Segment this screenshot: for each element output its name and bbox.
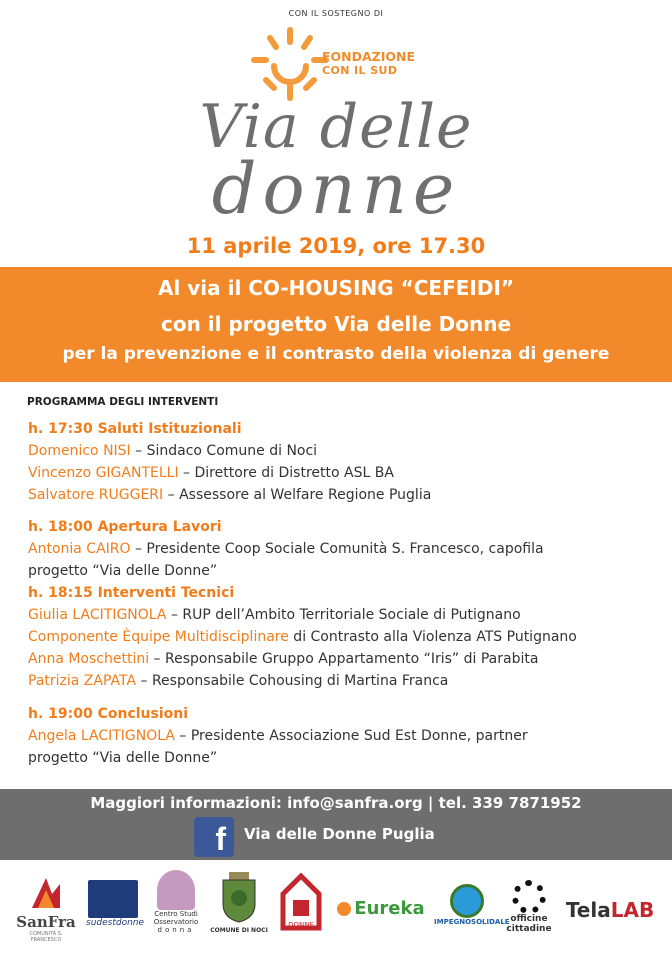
speaker-role: – Responsabile Gruppo Appartamento “Iris” di Parabita: [149, 651, 539, 667]
eureka-name: Eureka: [354, 898, 425, 919]
speaker-role: – Assessore al Welfare Regione Puglia: [163, 487, 432, 503]
eureka-sun-icon: [337, 902, 351, 916]
speaker-role: di Contrasto alla Violenza ATS Putignano: [288, 629, 577, 645]
sudestdonne-wave-icon: [88, 880, 138, 918]
speaker-name: Anna Moschettini: [28, 651, 150, 667]
officine-line2: cittadine: [506, 924, 552, 934]
logo-sanfra: [14, 874, 78, 943]
logo-eureka: [334, 898, 428, 919]
speaker-row: [28, 484, 431, 506]
centro-line1: Centro Studi: [154, 910, 198, 918]
impegno-globe-icon: [450, 884, 484, 918]
speaker-role: – Direttore di Distretto ASL BA: [178, 465, 394, 481]
speaker-role: – RUP dell’Ambito Territoriale Sociale di Putignano: [166, 607, 521, 623]
logo-centro-studi: [150, 870, 202, 934]
speaker-name: Angela LACITIGNOLA: [28, 728, 175, 744]
speaker-row-cont: progetto “Via delle Donne”: [28, 563, 218, 579]
speaker-role: – Responsabile Cohousing di Martina Franca: [136, 673, 449, 689]
logo-impegno-solidale: [434, 884, 510, 926]
speaker-row: [28, 462, 431, 484]
section-head: h. 18:15 Interventi Tecnici: [28, 585, 235, 601]
centro-studi-figure-icon: [157, 870, 195, 910]
speaker-name: Vincenzo GIGANTELLI: [28, 465, 179, 481]
sanfra-name: SanFra: [16, 913, 76, 931]
program-title: PROGRAMMA DEGLI INTERVENTI: [27, 396, 219, 408]
band-line2: con il progetto Via delle Donne: [160, 312, 512, 336]
telalab-name-1: Tela: [565, 898, 611, 922]
facebook-page-link[interactable]: Via delle Donne Puglia: [244, 825, 435, 843]
band-line1: Al via il CO-HOUSING “CEFEIDI”: [157, 276, 515, 300]
centro-line3: donna: [157, 926, 195, 934]
title-line2: donne: [211, 148, 461, 230]
centro-line2: Osservatorio: [153, 918, 199, 926]
speaker-row-cont: progetto “Via delle Donne”: [28, 750, 218, 766]
section-apertura: [28, 516, 544, 582]
fondazione-name: [322, 50, 415, 78]
section-head: h. 17:30 Saluti Istituzionali: [28, 421, 242, 437]
speaker-row: [28, 670, 577, 692]
section-conclusioni: [28, 703, 528, 769]
logo-officine-cittadine: [504, 880, 554, 934]
casa-donne-name: DONNE: [288, 921, 314, 929]
speaker-role: – Presidente Associazione Sud Est Donne, partner: [174, 728, 528, 744]
impegno-name: IMPEGNOSOLIDALE: [434, 918, 510, 926]
speaker-name: Componente Èquipe Multidisciplinare: [28, 629, 289, 645]
section-interventi: [28, 582, 577, 692]
logo-casa-donne: [276, 870, 326, 929]
speaker-name: Patrizia ZAPATA: [28, 673, 137, 689]
logo-sudestdonne: [86, 880, 145, 928]
sponsor-label: CON IL SOSTEGNO DI: [288, 9, 384, 18]
speaker-row: [28, 440, 431, 462]
event-date: 11 aprile 2019, ore 17.30: [186, 234, 486, 258]
noci-name: COMUNE DI NOCI: [210, 927, 268, 934]
sanfra-sub: COMUNITÀ S. FRANCESCO: [29, 931, 63, 943]
officine-line1: officine: [510, 914, 548, 924]
fondazione-line2: CON IL SUD: [322, 64, 398, 77]
speaker-name: Giulia LACITIGNOLA: [28, 607, 167, 623]
speaker-name: Antonia CAIRO: [28, 541, 131, 557]
speaker-name: Domenico NISI: [28, 443, 131, 459]
section-head: h. 19:00 Conclusioni: [28, 706, 189, 722]
speaker-role: – Sindaco Comune di Noci: [130, 443, 318, 459]
speaker-row: [28, 725, 528, 747]
logo-telalab: [562, 898, 658, 922]
band-line3: per la prevenzione e il contrasto della violenza di genere: [62, 344, 610, 364]
officine-gear-icon: [512, 880, 546, 914]
headline-band: [0, 267, 672, 382]
speaker-row: [28, 648, 577, 670]
title-line1: Via delle: [199, 92, 473, 162]
facebook-icon[interactable]: f: [194, 817, 234, 857]
contact-info: Maggiori informazioni: info@sanfra.org | tel. 339 7871952: [90, 794, 582, 812]
fondazione-line1: FONDAZIONE: [322, 49, 416, 64]
speaker-row: [28, 604, 577, 626]
section-saluti: [28, 418, 431, 506]
noci-crest-icon: [219, 870, 259, 924]
section-head: h. 18:00 Apertura Lavori: [28, 519, 222, 535]
partner-logos: [0, 868, 672, 960]
speaker-row: [28, 538, 544, 560]
info-bar: [0, 789, 672, 860]
speaker-role: – Presidente Coop Sociale Comunità S. Francesco, capofila: [130, 541, 544, 557]
sudestdonne-name: sudestdonne: [86, 918, 145, 928]
speaker-name: Salvatore RUGGERI: [28, 487, 164, 503]
sanfra-flame-icon: [26, 874, 66, 910]
telalab-name-2: LAB: [610, 898, 655, 922]
speaker-row: [28, 626, 577, 648]
logo-comune-noci: [210, 870, 268, 934]
